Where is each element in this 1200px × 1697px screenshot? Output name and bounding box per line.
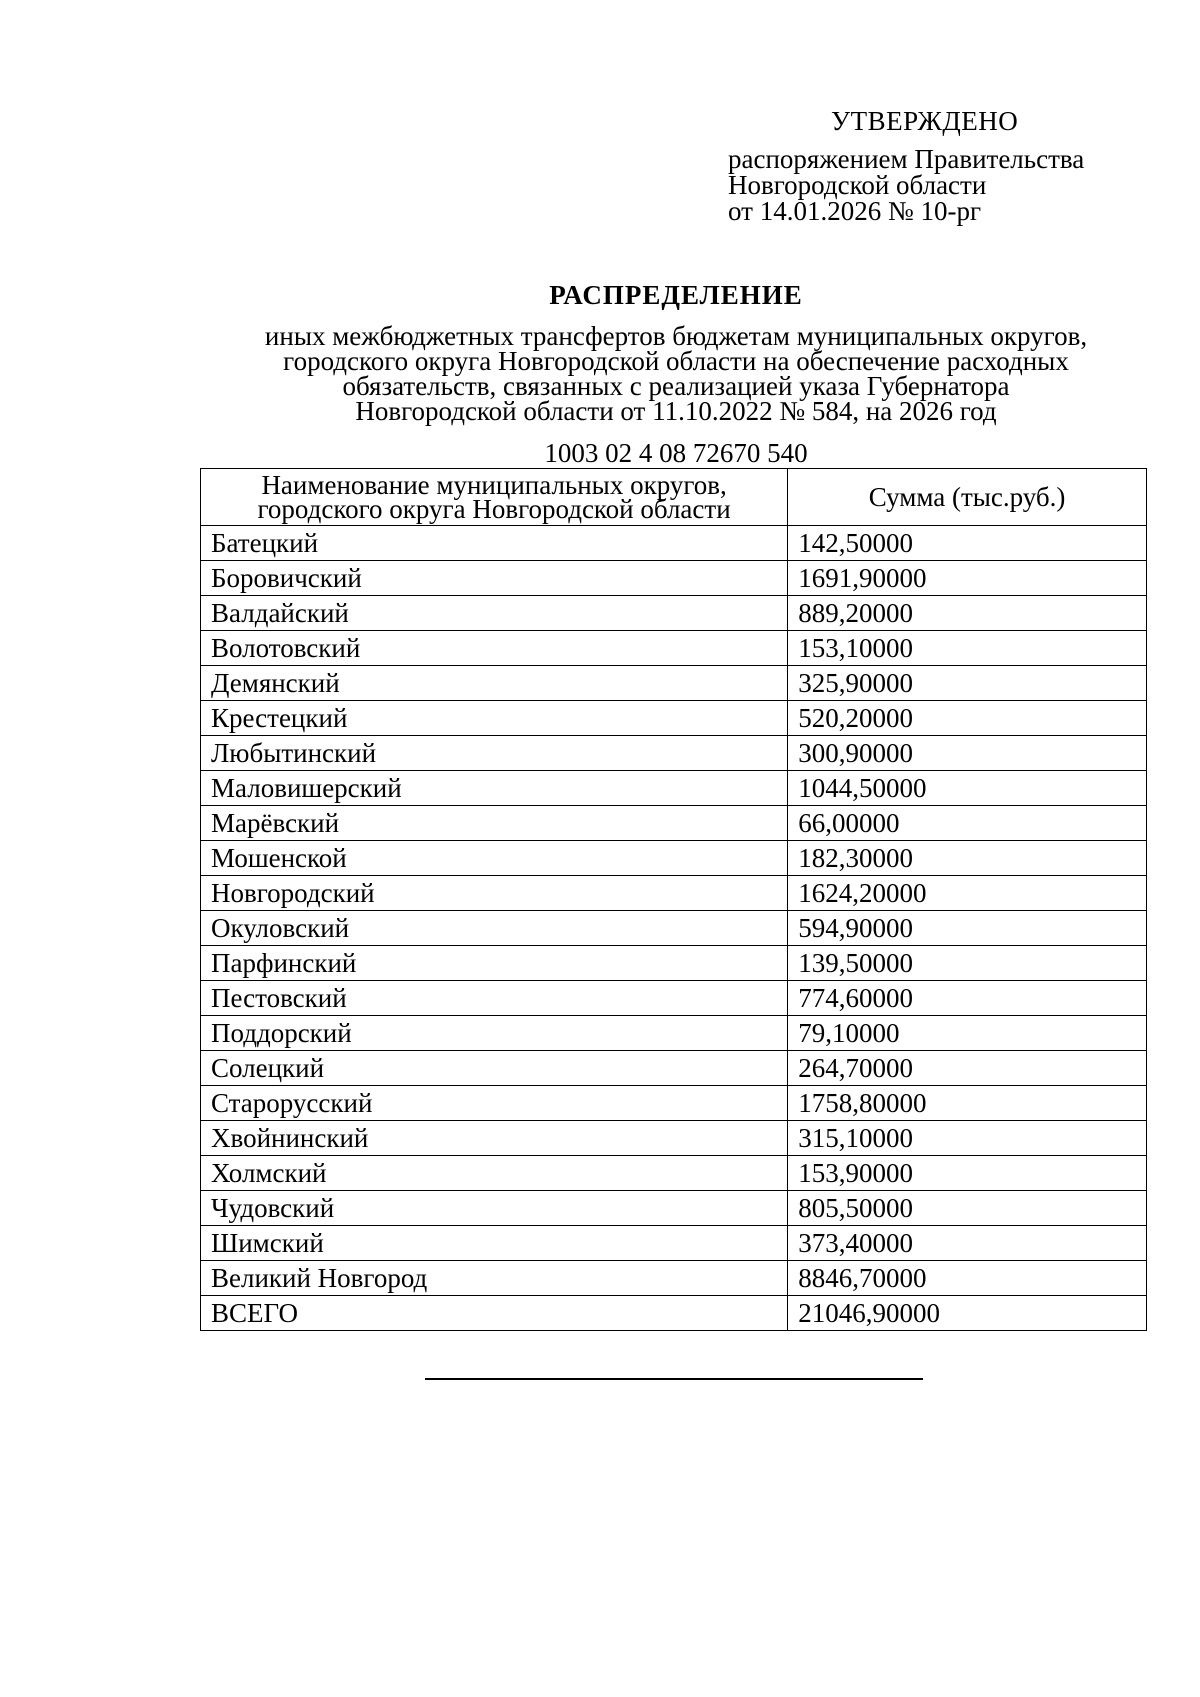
table-row xyxy=(201,736,1147,771)
municipality-name-cell: Хвойнинский xyxy=(201,1121,788,1156)
municipality-name-cell: Маловишерский xyxy=(201,771,788,806)
sum-cell: 889,20000 xyxy=(788,596,1147,631)
municipality-name-cell: Батецкий xyxy=(201,526,788,561)
table-row xyxy=(201,911,1147,946)
sum-cell: 264,70000 xyxy=(788,1051,1147,1086)
subtitle-line: иных межбюджетных трансфертов бюджетам муниципальных округов, xyxy=(264,321,1088,351)
municipality-name-cell: ВСЕГО xyxy=(201,1296,788,1331)
sum-cell: 1624,20000 xyxy=(788,876,1147,911)
municipality-name-cell: Мошенской xyxy=(201,841,788,876)
table-row xyxy=(201,1226,1147,1261)
municipality-name-cell: Валдайский xyxy=(201,596,788,631)
municipality-name-cell: Шимский xyxy=(201,1226,788,1261)
municipality-name-cell: Парфинский xyxy=(201,946,788,981)
subtitle-line: обязательств, связанных с реализацией указа Губернатора xyxy=(342,371,1010,401)
header-municipality xyxy=(201,469,788,526)
table-row xyxy=(201,1261,1147,1296)
sum-cell: 21046,90000 xyxy=(788,1296,1147,1331)
sum-cell: 325,90000 xyxy=(788,666,1147,701)
municipality-name-cell: Любытинский xyxy=(201,736,788,771)
table-row xyxy=(201,561,1147,596)
table-row xyxy=(201,1051,1147,1086)
end-divider xyxy=(425,1378,923,1380)
municipality-name-cell: Окуловский xyxy=(201,911,788,946)
municipality-name-cell: Новгородский xyxy=(201,876,788,911)
table-row xyxy=(201,526,1147,561)
municipality-name-cell: Крестецкий xyxy=(201,701,788,736)
municipality-name-cell: Волотовский xyxy=(201,631,788,666)
municipality-name-cell: Пестовский xyxy=(201,981,788,1016)
table-row xyxy=(201,1156,1147,1191)
header-municipality-line: городского округа Новгородской области xyxy=(257,494,731,524)
table-row xyxy=(201,666,1147,701)
sum-cell: 79,10000 xyxy=(788,1016,1147,1051)
table-row xyxy=(201,946,1147,981)
table-row xyxy=(201,1191,1147,1226)
sum-cell: 1691,90000 xyxy=(788,561,1147,596)
municipality-name-cell: Солецкий xyxy=(201,1051,788,1086)
sum-cell: 142,50000 xyxy=(788,526,1147,561)
approved-label: УТВЕРЖДЕНО xyxy=(831,106,1019,136)
table-body xyxy=(201,526,1147,1331)
total-row xyxy=(201,1296,1147,1331)
sum-cell: 805,50000 xyxy=(788,1191,1147,1226)
sum-cell: 139,50000 xyxy=(788,946,1147,981)
approval-stamp xyxy=(728,108,1148,224)
sum-cell: 8846,70000 xyxy=(788,1261,1147,1296)
municipality-name-cell: Чудовский xyxy=(201,1191,788,1226)
table-row xyxy=(201,981,1147,1016)
approval-region: Новгородской области xyxy=(728,170,987,200)
budget-code: 1003 02 4 08 72670 540 xyxy=(544,438,808,468)
header-municipality-line: Наименование муниципальных округов, xyxy=(261,470,727,500)
table-row xyxy=(201,806,1147,841)
table-row xyxy=(201,1086,1147,1121)
header-sum: Сумма (тыс.руб.) xyxy=(788,469,1147,526)
table-row xyxy=(201,841,1147,876)
municipality-name-cell: Демянский xyxy=(201,666,788,701)
sum-cell: 153,10000 xyxy=(788,631,1147,666)
approval-date-number: от 14.01.2026 № 10-рг xyxy=(728,196,982,226)
table-header-row xyxy=(201,469,1147,526)
sum-cell: 774,60000 xyxy=(788,981,1147,1016)
table-row xyxy=(201,876,1147,911)
table-row xyxy=(201,1121,1147,1156)
municipality-name-cell: Марёвский xyxy=(201,806,788,841)
municipality-name-cell: Боровичский xyxy=(201,561,788,596)
sum-cell: 520,20000 xyxy=(788,701,1147,736)
municipality-name-cell: Холмский xyxy=(201,1156,788,1191)
municipality-name-cell: Старорусский xyxy=(201,1086,788,1121)
sum-cell: 373,40000 xyxy=(788,1226,1147,1261)
sum-cell: 153,90000 xyxy=(788,1156,1147,1191)
document-title: РАСПРЕДЕЛЕНИЕ xyxy=(549,280,803,310)
sum-cell: 1044,50000 xyxy=(788,771,1147,806)
approval-authority: распоряжением Правительства xyxy=(728,144,1085,174)
sum-cell: 594,90000 xyxy=(788,911,1147,946)
document-subtitle xyxy=(0,321,1200,426)
allocation-table xyxy=(200,468,1147,1331)
subtitle-line: городского округа Новгородской области на обеспечение расходных xyxy=(283,346,1069,376)
table-row xyxy=(201,701,1147,736)
table-row xyxy=(201,1016,1147,1051)
document-heading xyxy=(0,280,1200,468)
sum-cell: 66,00000 xyxy=(788,806,1147,841)
municipality-name-cell: Великий Новгород xyxy=(201,1261,788,1296)
municipality-name-cell: Поддорский xyxy=(201,1016,788,1051)
table-row xyxy=(201,771,1147,806)
table-row xyxy=(201,631,1147,666)
sum-cell: 315,10000 xyxy=(788,1121,1147,1156)
table-row xyxy=(201,596,1147,631)
sum-cell: 1758,80000 xyxy=(788,1086,1147,1121)
sum-cell: 182,30000 xyxy=(788,841,1147,876)
subtitle-line: Новгородской области от 11.10.2022 № 584, на 2026 год xyxy=(355,396,997,426)
sum-cell: 300,90000 xyxy=(788,736,1147,771)
